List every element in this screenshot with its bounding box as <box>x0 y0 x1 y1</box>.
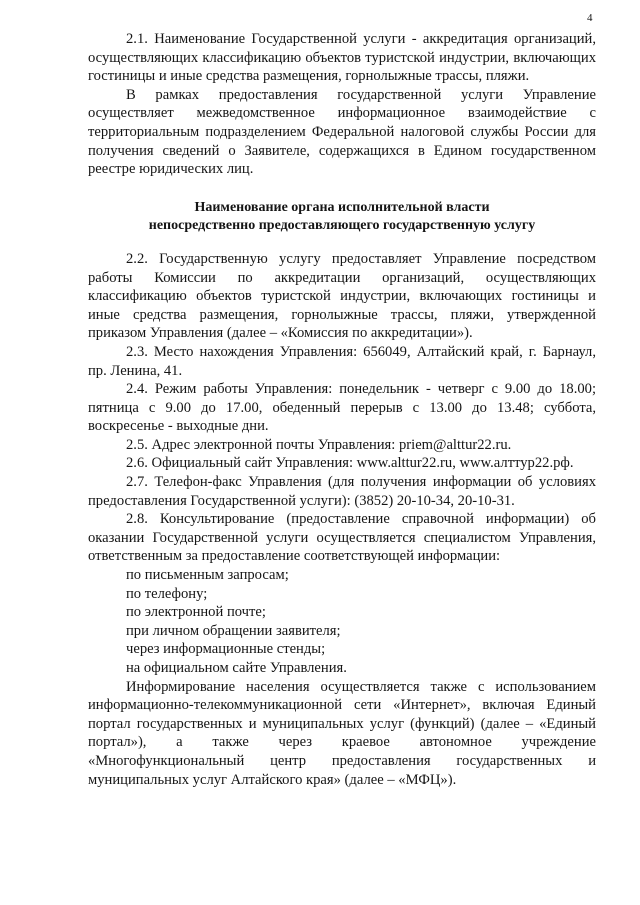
list-item: на официальном сайте Управления. <box>126 660 347 676</box>
paragraph-2-3: 2.3. Место нахождения Управления: 656049, Алтайский край, г. Барнаул, пр. Ленина, 41. <box>88 343 596 379</box>
paragraph-2-4: 2.4. Режим работы Управления: понедельник - четверг с 9.00 до 18.00; пятница с 9.00 до 17.00, обеденный перерыв с 13.00 до 13.48; суббота, воскресенье - выходные дни. <box>88 381 596 435</box>
list-item: по телефону; <box>126 585 208 602</box>
section-heading-line-1: Наименование органа исполнительной власти <box>194 199 490 215</box>
paragraph-2-1: 2.1. Наименование Государственной услуги - аккредитация организаций, осуществляющих классификацию объектов туристской индустрии, включающих гостиницы и иные средства размещения, горнолыжные трассы, пляжи. <box>88 31 596 85</box>
list-item: через информационные стенды; <box>126 641 326 658</box>
document-body <box>88 30 596 789</box>
page-number: 4 <box>587 12 593 24</box>
list-item: при личном обращении заявителя; <box>126 622 341 639</box>
paragraph-informing: Информирование населения осуществляется также с использованием информационно-телекоммуникационной сети «Интернет», включая Единый портал государственных и муниципальных услуг (функций) (далее – «Единый портал»), а также через краевое автономное учреждение «Многофункциональный центр предоставления государственных и муниципальных услуг Алтайского края» (далее – «МФЦ»). <box>88 678 596 788</box>
paragraph-2-5: 2.5. Адрес электронной почты Управления: priem@alttur22.ru. <box>126 436 512 453</box>
paragraph-2-6: 2.6. Официальный сайт Управления: www.alttur22.ru, www.алттур22.рф. <box>126 455 574 472</box>
list-item: по письменным запросам; <box>126 567 289 584</box>
paragraph-interaction: В рамках предоставления государственной услуги Управление осуществляет межведомственное информационное взаимодействие с территориальным подразделением Федеральной налоговой службы России для получения сведений о Заявителе, содержащихся в Едином государственном реестре юридических лиц. <box>88 86 596 178</box>
section-heading-line-2: непосредственно предоставляющего государственную услугу <box>148 218 536 234</box>
section-heading <box>88 199 596 236</box>
paragraph-2-7: 2.7. Телефон-факс Управления (для получения информации об условиях предоставления Государственной услуги): (3852) 20-10-34, 20-10-31. <box>88 474 596 509</box>
paragraph-2-8: 2.8. Консультирование (предоставление справочной информации) об оказании Государственной услуги осуществляется специалистом Управления, ответственным за предоставление соответствующей информации: <box>88 511 596 565</box>
list-item: по электронной почте; <box>126 604 266 621</box>
paragraph-2-2: 2.2. Государственную услугу предоставляет Управление посредством работы Комиссии по аккредитации организаций, осуществляющих классификацию объектов туристской индустрии, включающих гостиницы и иные средства размещения, горнолыжные трассы, пляжи, утвержденной приказом Управления (далее – «Комиссия по аккредитации»). <box>88 250 596 342</box>
